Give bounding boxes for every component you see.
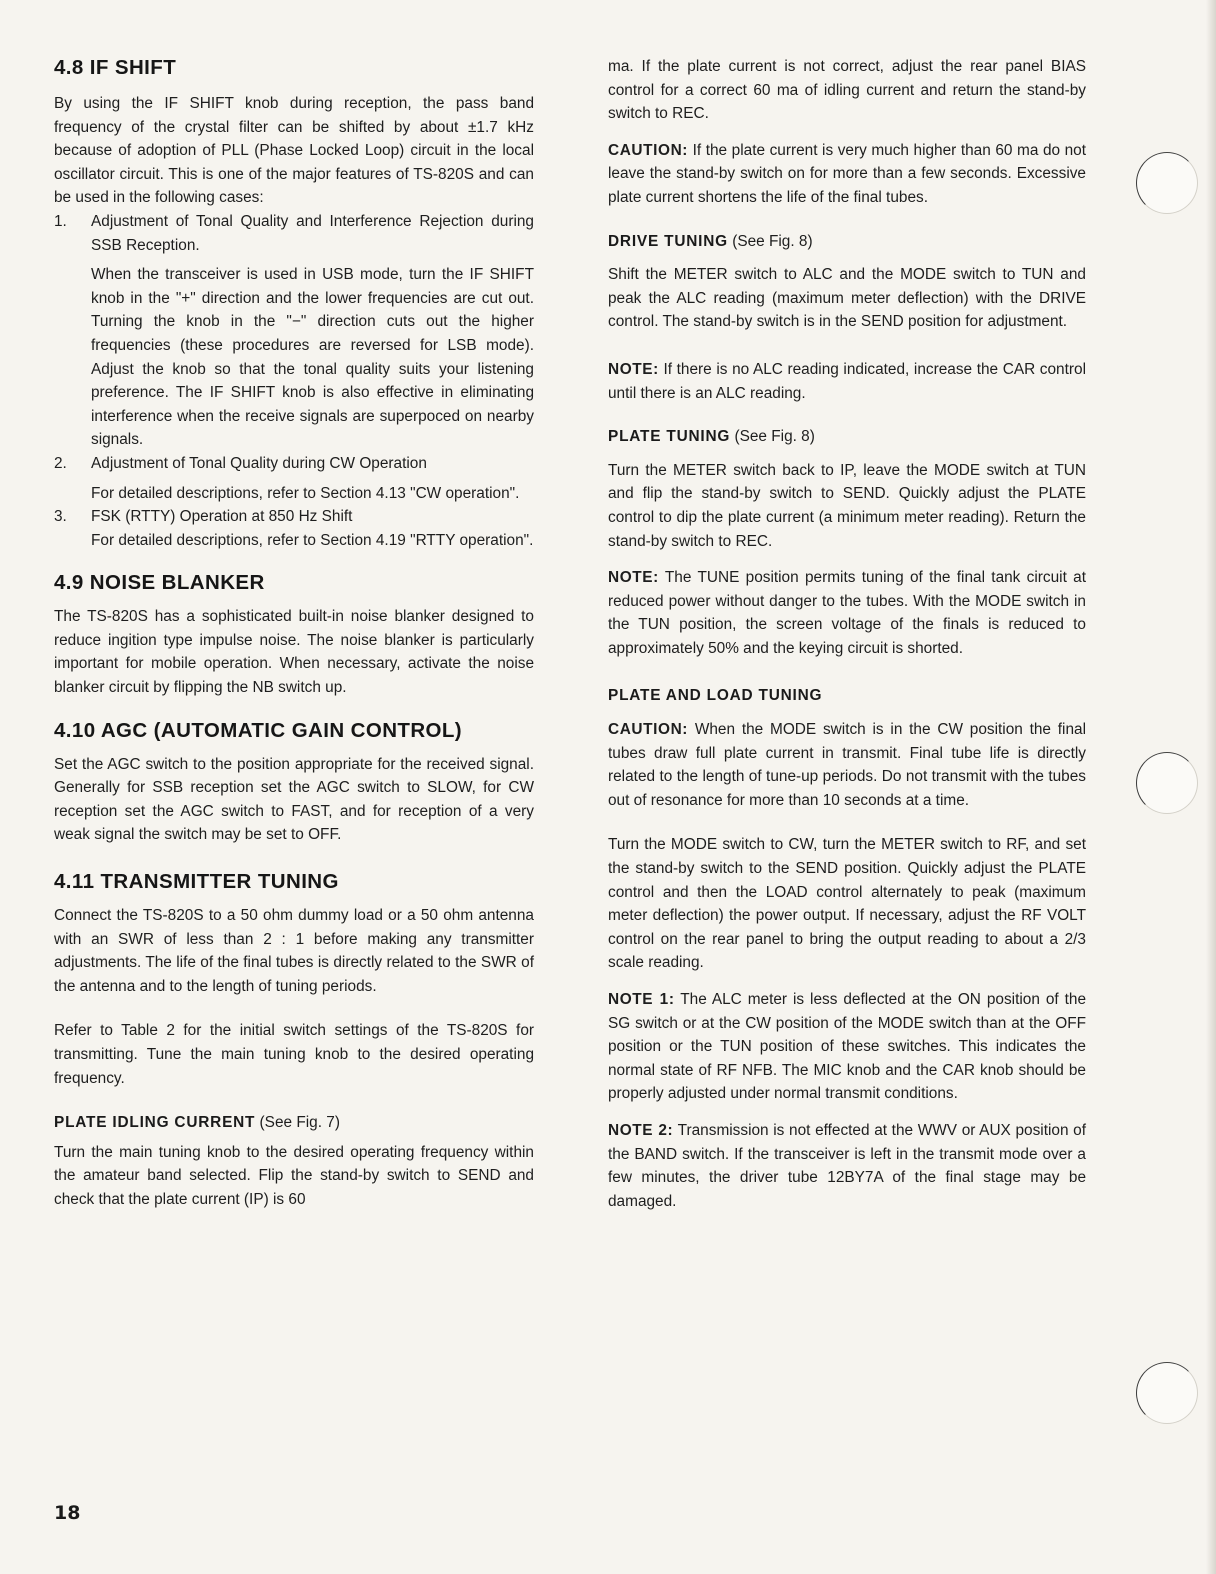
list-item-body: For detailed descriptions, refer to Section 4.13 "CW operation". <box>91 484 520 502</box>
note-text: The ALC meter is less deflected at the ON position of the SG switch or at the CW position of the MODE switch than at the OFF position or the TUN position of these switches. This indicates the normal state of RF NFB. The MIC knob and the CAR knob should be properly adjusted under normal transmit conditions. <box>608 991 1086 1103</box>
plate-load-tuning-heading <box>608 684 1086 708</box>
list-item <box>54 452 534 505</box>
drive-tuning-ref: (See Fig. 8) <box>732 232 813 250</box>
list-item-body: For detailed descriptions, refer to Section 4.19 "RTTY operation". <box>91 531 534 549</box>
page-edge <box>1206 0 1216 1574</box>
note-text: If there is no ALC reading indicated, increase the CAR control until there is an ALC reading. <box>608 360 1086 402</box>
section-4-11-body-1: Connect the TS-820S to a 50 ohm dummy load or a 50 ohm antenna with an SWR of less than 2 : 1 before making any transmitter adjustments. The life of the final tubes is directly related to the SWR of the antenna and to the length of tuning periods. <box>54 907 534 995</box>
section-4-9-heading: 4.9 NOISE BLANKER <box>54 571 265 595</box>
list-item-title: FSK (RTTY) Operation at 850 Hz Shift <box>91 508 353 526</box>
note-label: NOTE 2: <box>608 1121 674 1139</box>
note-1 <box>608 988 1086 1106</box>
note-text: The TUNE position permits tuning of the final tank circuit at reduced power without danger to the tubes. With the MODE switch in the TUN position, the screen voltage of the finals is reduced to approximately 50% and the keying circuit is shorted. <box>608 569 1086 657</box>
section-4-10-heading: 4.10 AGC (AUTOMATIC GAIN CONTROL) <box>54 718 463 742</box>
note-2 <box>608 1119 1086 1213</box>
left-column <box>54 55 534 1212</box>
section-4-8-intro: By using the IF SHIFT knob during reception, the pass band frequency of the crystal filter can be shifted by about ±1.7 kHz because of adoption of PLL (Phase Locked Loop) circuit in the local oscillator circuit. This is one of the major features of TS-820S and can be used in the following cases: <box>54 95 534 207</box>
if-shift-cases-list <box>54 210 534 552</box>
plate-tuning-label: PLATE TUNING <box>608 428 731 446</box>
drive-tuning-body: Shift the METER switch to ALC and the MODE switch to TUN and peak the ALC reading (maximum meter deflection) with the DRIVE control. The stand-by switch is in the SEND position for adjustment. <box>608 266 1086 331</box>
continued-paragraph: ma. If the plate current is not correct, adjust the rear panel BIAS control for a correct 60 ma of idling current and return the stand-by switch to REC. <box>608 58 1086 123</box>
page-number: 18 <box>54 1502 81 1524</box>
list-item-body: When the transceiver is used in USB mode, turn the IF SHIFT knob in the "+" direction and the lower frequencies are cut out. Turning the knob in the "−" direction cuts out the higher frequencies (these procedures are reversed for LSB mode). Adjust the knob so that the tonal quality suits your listening preference. The IF SHIFT knob is also effective in eliminating interference when the receive signals are superpoced on nearby signals. <box>91 266 534 449</box>
binder-hole <box>1136 1362 1198 1424</box>
plate-load-tuning-label: PLATE AND LOAD TUNING <box>608 687 823 705</box>
plate-idling-current-body: Turn the main tuning knob to the desired operating frequency within the amateur band selected. Flip the stand-by switch to SEND and check that the plate current (IP) is 60 <box>54 1143 534 1208</box>
caution-text: If the plate current is very much higher than 60 ma do not leave the stand-by switch on for more than a few seconds. Excessive plate current shortens the life of the final tubes. <box>608 141 1087 206</box>
note-text: Transmission is not effected at the WWV or AUX position of the BAND switch. If the transceiver is left in the transmit mode over a few minutes, the driver tube 12BY7A of the final stage may be damaged. <box>608 1121 1087 1210</box>
list-item-title: Adjustment of Tonal Quality and Interference Rejection during SSB Reception. <box>91 212 534 254</box>
section-4-11-body-2: Refer to Table 2 for the initial switch settings of the TS-820S for transmitting. Tune the main tuning knob to the desired operating frequency. <box>54 1022 534 1087</box>
section-4-11-heading: 4.11 TRANSMITTER TUNING <box>54 870 339 894</box>
right-column <box>608 55 1086 1213</box>
plate-idling-current-label: PLATE IDLING CURRENT <box>54 1114 256 1132</box>
caution-label: CAUTION: <box>608 141 689 159</box>
list-item-number: 1. <box>54 212 67 230</box>
drive-tuning-label: DRIVE TUNING <box>608 232 728 250</box>
note-tune <box>608 566 1086 660</box>
plate-load-tuning-body: Turn the MODE switch to CW, turn the METER switch to RF, and set the stand-by switch to the SEND position. Quickly adjust the PLATE control and then the LOAD control alternately to peak (maximum meter deflection) the power output. If necessary, adjust the RF VOLT control on the rear panel to bring the output reading to about a 2/3 scale reading. <box>608 836 1086 972</box>
plate-idling-current-ref: (See Fig. 7) <box>259 1114 340 1132</box>
list-item-number: 2. <box>54 454 67 472</box>
list-item <box>54 505 534 552</box>
note-label: NOTE: <box>608 360 659 378</box>
caution-plate-current <box>608 139 1086 210</box>
caution-label: CAUTION: <box>608 721 689 739</box>
caution-final-tubes <box>608 718 1086 812</box>
note-label: NOTE 1: <box>608 991 675 1008</box>
list-item-title: Adjustment of Tonal Quality during CW Operation <box>91 454 427 472</box>
binder-hole <box>1136 752 1198 814</box>
plate-tuning-heading <box>608 425 1086 449</box>
plate-idling-current-heading <box>54 1111 534 1135</box>
plate-tuning-ref: (See Fig. 8) <box>734 428 815 446</box>
caution-text: When the MODE switch is in the CW position the final tubes draw full plate current in transmit. Final tube life is directly related to the length of tune-up periods. Do not transmit with the tubes out of resonance for more than 10 seconds at a time. <box>608 721 1086 809</box>
note-label: NOTE: <box>608 569 659 587</box>
list-item-number: 3. <box>54 508 67 526</box>
section-4-8-heading: 4.8 IF SHIFT <box>54 56 177 79</box>
section-4-10-body: Set the AGC switch to the position appropriate for the received signal. Generally for SSB reception set the AGC switch to SLOW, for CW reception set the AGC switch to FAST, and for reception of a very weak signal the switch may be set to OFF. <box>54 755 534 844</box>
plate-tuning-body: Turn the METER switch back to IP, leave the MODE switch at TUN and flip the stand-by switch to SEND. Quickly adjust the PLATE control to dip the plate current (a minimum meter reading). Return the stand-by switch to REC. <box>608 461 1086 550</box>
section-4-9-body: The TS-820S has a sophisticated built-in noise blanker designed to reduce ingition type impulse noise. The noise blanker is particularly important for mobile operation. When necessary, activate the noise blanker circuit by flipping the NB switch up. <box>54 608 534 697</box>
binder-hole <box>1136 152 1198 214</box>
drive-tuning-heading <box>608 230 1086 254</box>
list-item <box>54 210 534 452</box>
note-alc <box>608 358 1086 405</box>
